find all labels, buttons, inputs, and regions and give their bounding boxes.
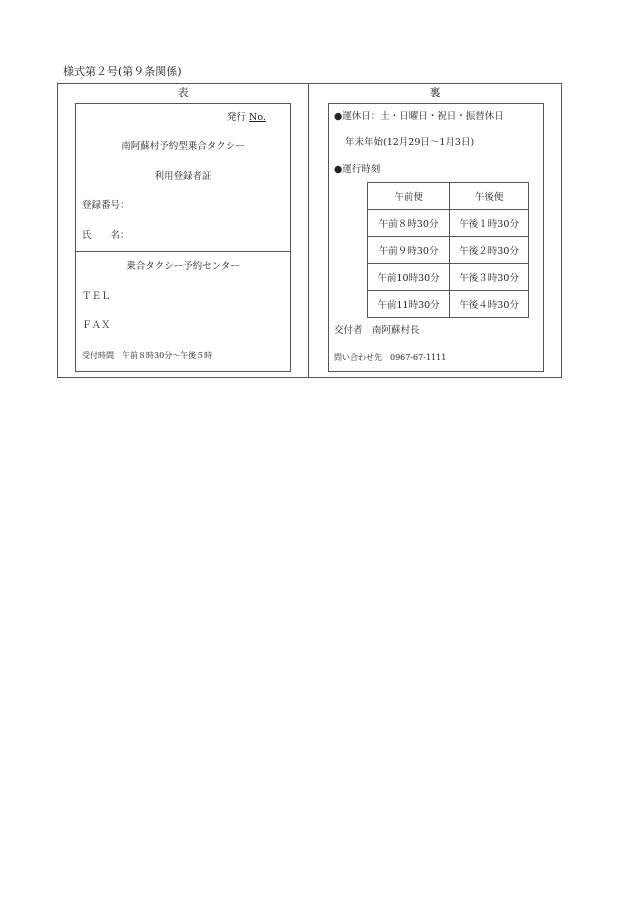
- table-cell: 午前８時30分: [368, 210, 450, 237]
- table-cell: 午前10時30分: [368, 264, 450, 291]
- card-title-line1: 南阿蘇村予約型乗合タクシー: [121, 141, 245, 152]
- table-cell: 午前９時30分: [368, 237, 450, 264]
- reception-hours: 受付時間 午前８時30分～午後５時: [82, 351, 213, 360]
- table-row: [368, 264, 529, 291]
- table-header-row: [368, 183, 529, 210]
- contact-info: 問い合わせ先 0967-67-1111: [334, 353, 447, 362]
- issue-number: [227, 113, 279, 123]
- front-back-divider: [308, 83, 309, 378]
- reservation-center-name: 乗合タクシー予約センター: [126, 261, 240, 272]
- table-cell: 午前11時30分: [368, 291, 450, 318]
- form-title: 様式第２号(第９条関係): [63, 65, 182, 78]
- table-row: [368, 210, 529, 237]
- issuer: 交付者 南阿蘇村長: [334, 325, 420, 336]
- issue-label: 発行: [227, 112, 247, 123]
- card-title-line2: 利用登録者証: [154, 171, 212, 182]
- table-cell: 午後３時30分: [450, 264, 529, 291]
- table-cell: 午後４時30分: [450, 291, 529, 318]
- year-end-closure: 年末年始(12月29日～1月3日): [345, 137, 475, 148]
- tel-label: ＴＥＬ: [82, 291, 111, 302]
- back-heading: 裏: [429, 86, 441, 99]
- front-heading: 表: [177, 86, 189, 99]
- closed-days: ●運休日：土・日曜日・祝日・振替休日: [334, 111, 504, 122]
- schedule-label: ●運行時刻: [334, 164, 381, 175]
- table-cell: 午後１時30分: [450, 210, 529, 237]
- front-divider: [75, 251, 291, 252]
- issue-no: No.: [249, 112, 266, 123]
- fax-label: ＦＡＸ: [82, 320, 111, 331]
- schedule-table: [367, 182, 529, 318]
- name-label: 氏 名：: [82, 230, 130, 241]
- registration-number-label: 登録番号：: [82, 200, 130, 211]
- table-row: [368, 291, 529, 318]
- header-morning: 午前便: [368, 183, 450, 210]
- table-cell: 午後２時30分: [450, 237, 529, 264]
- table-row: [368, 237, 529, 264]
- header-afternoon: 午後便: [450, 183, 529, 210]
